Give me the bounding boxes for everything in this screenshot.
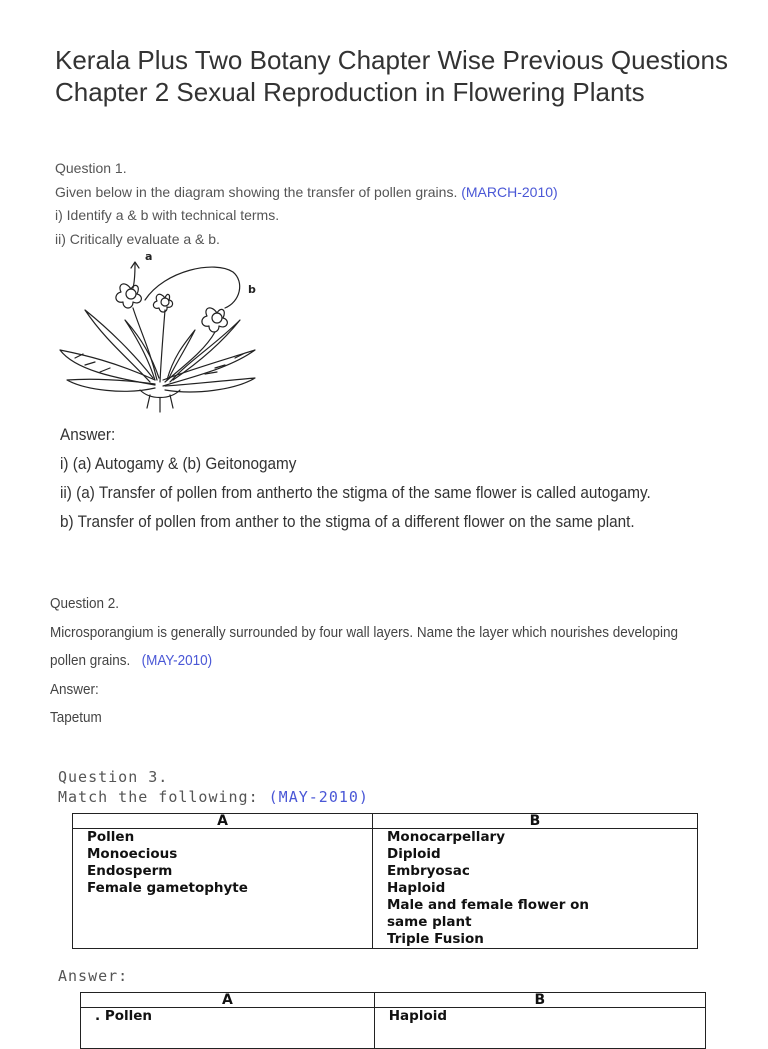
match-b-item: Diploid bbox=[387, 846, 441, 862]
match-b-item: Male and female flower on bbox=[387, 897, 589, 913]
question-1-label: Question 1. bbox=[55, 160, 127, 176]
question-1-part-2: ii) Critically evaluate a & b. bbox=[55, 230, 220, 247]
question-3 bbox=[58, 767, 369, 807]
question-2-text-2: pollen grains. (MAY-2010) bbox=[50, 652, 213, 669]
answer-1 bbox=[60, 420, 716, 536]
answer-table bbox=[80, 992, 706, 1049]
answer-cell-a: . Pollen bbox=[81, 1008, 375, 1049]
question-3-text: Match the following: (MAY-2010) bbox=[58, 788, 369, 806]
question-2-label: Question 2. bbox=[50, 595, 120, 612]
page-title: Kerala Plus Two Botany Chapter Wise Previous Questions Chapter 2 Sexual Reproduction in Flowering Plants bbox=[55, 45, 728, 107]
question-2-answer-label: Answer: bbox=[50, 680, 99, 698]
match-b-item: Embryosac bbox=[387, 863, 470, 879]
pollination-diagram bbox=[55, 250, 270, 415]
answer-cell-b: Haploid bbox=[374, 1008, 705, 1049]
match-column-b bbox=[373, 829, 698, 949]
answer-header-a: A bbox=[81, 993, 375, 1008]
figure-label-a: a bbox=[145, 250, 153, 263]
match-b-item: Haploid bbox=[387, 880, 446, 896]
match-header-a: A bbox=[73, 814, 373, 829]
question-1-part-1: i) Identify a & b with technical terms. bbox=[55, 207, 280, 223]
match-column-a bbox=[73, 829, 373, 949]
question-2 bbox=[50, 590, 748, 733]
match-a-item: Monoecious bbox=[87, 846, 178, 862]
match-header-b: B bbox=[373, 814, 698, 829]
match-b-item: Monocarpellary bbox=[387, 829, 506, 845]
question-2-tag: (MAY-2010) bbox=[141, 652, 213, 669]
answer-1-label: Answer: bbox=[60, 425, 116, 444]
figure-label-b: b bbox=[248, 283, 256, 296]
answer-1-line-1: i) (a) Autogamy & (b) Geitonogamy bbox=[60, 454, 297, 473]
match-a-item: Female gametophyte bbox=[87, 880, 248, 896]
question-3-tag: (MAY-2010) bbox=[268, 788, 369, 806]
answer-1-line-3: b) Transfer of pollen from anther to the stigma of a different flower on the same plant. bbox=[60, 512, 635, 531]
answer-header-b: B bbox=[374, 993, 705, 1008]
match-b-item: same plant bbox=[387, 914, 472, 930]
match-b-item: Triple Fusion bbox=[387, 931, 484, 947]
question-1 bbox=[55, 157, 558, 251]
question-2-answer: Tapetum bbox=[50, 709, 102, 726]
match-table bbox=[72, 813, 698, 949]
question-3-label: Question 3. bbox=[58, 768, 169, 786]
match-a-item: Endosperm bbox=[87, 863, 173, 879]
answer-3-label: Answer: bbox=[58, 967, 129, 985]
question-1-tag: (MARCH-2010) bbox=[461, 183, 558, 200]
match-a-item: Pollen bbox=[87, 829, 135, 845]
answer-1-line-2: ii) (a) Transfer of pollen from antherto the stigma of the same flower is called autogamy. bbox=[60, 483, 651, 502]
question-2-text-1: Microsporangium is generally surrounded by four wall layers. Name the layer which nourishes developing bbox=[50, 623, 679, 641]
question-1-text: Given below in the diagram showing the transfer of pollen grains. (MARCH-2010) bbox=[55, 183, 558, 200]
